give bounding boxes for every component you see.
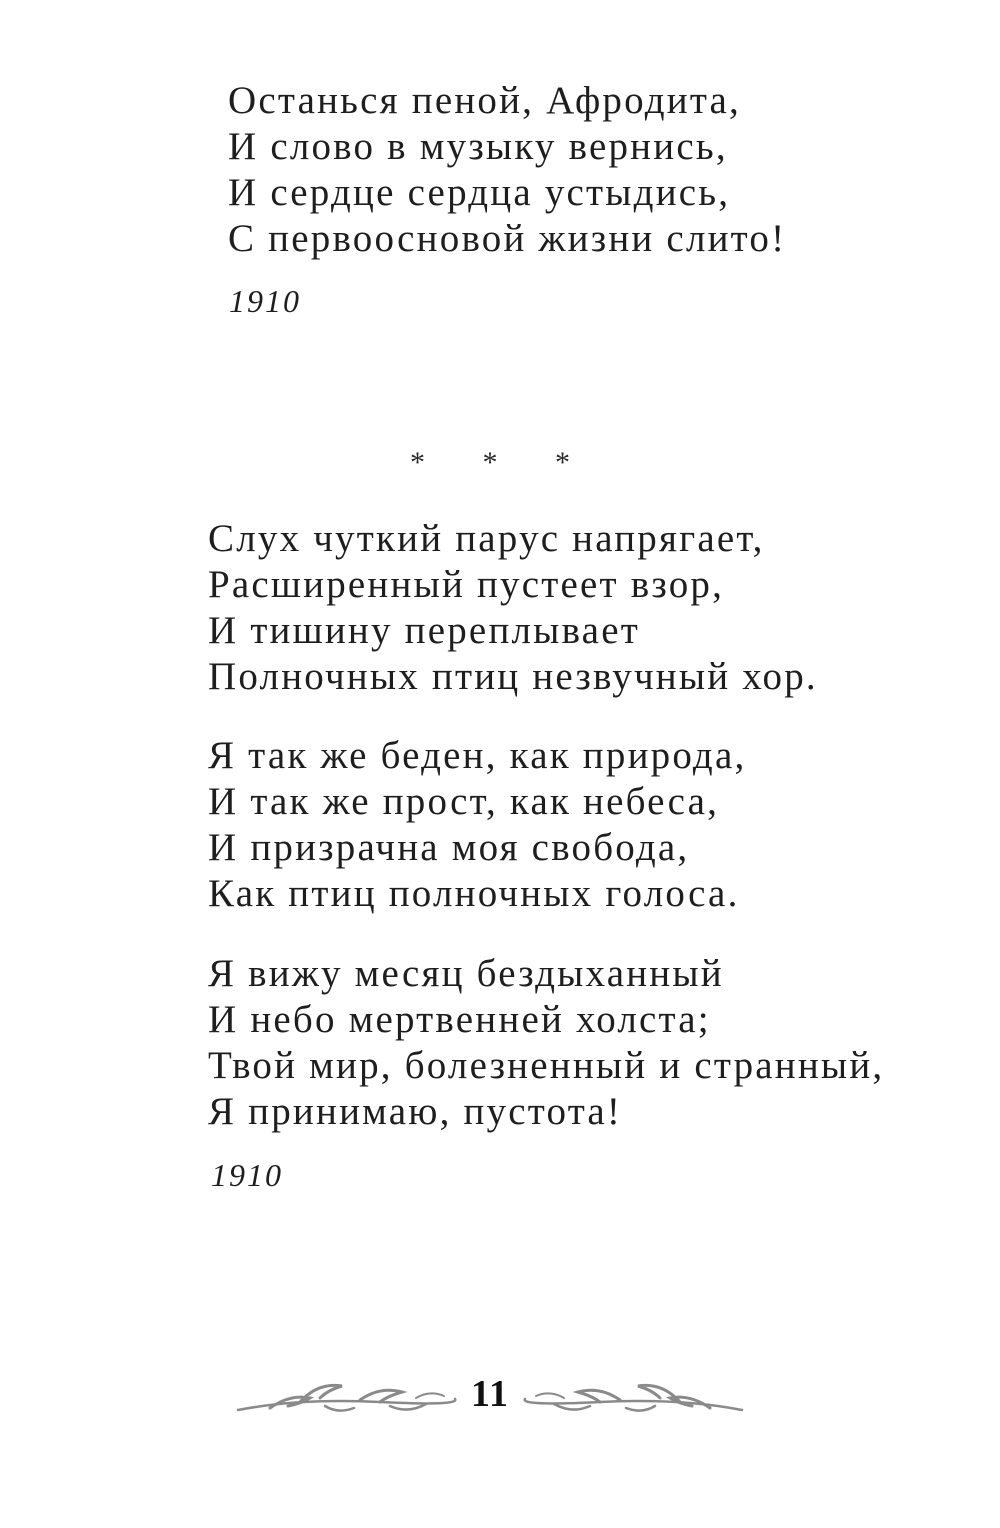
poem-1-stanza — [228, 78, 786, 262]
page-footer — [230, 1368, 750, 1424]
verse-line: Как птиц полночных голоса. — [208, 872, 740, 915]
verse-line: И так же прост, как небеса, — [208, 780, 720, 823]
verse-line: Я вижу месяц бездыханный — [208, 952, 724, 995]
asterisk: * — [482, 446, 498, 479]
poem-2-stanza-2 — [208, 733, 746, 917]
verse-line: Останься пеной, Афродита, — [228, 79, 742, 122]
page-number: 11 — [471, 1373, 509, 1415]
verse-line: И небо мертвенней холста; — [208, 998, 711, 1041]
verse-line: И слово в музыку вернись, — [228, 125, 728, 168]
verse-line: Расширенный пустеет взор, — [208, 563, 725, 606]
verse-line: Я принимаю, пустота! — [208, 1090, 623, 1133]
verse-line: Твой мир, болезненный и странный, — [208, 1044, 885, 1087]
verse-line: И сердце сердца устыдись, — [228, 171, 731, 214]
poem-2-year: 1910 — [211, 1157, 283, 1193]
verse-line: Я так же беден, как природа, — [208, 734, 747, 777]
verse-line: С первоосновой жизни слито! — [228, 217, 787, 260]
verse-line: И призрачна моя свобода, — [208, 826, 690, 869]
poem-2-stanza-1 — [208, 516, 818, 700]
asterisk: * — [410, 446, 425, 479]
poem-2-stanza-3 — [208, 951, 884, 1135]
verse-line: Полночных птиц незвучный хор. — [208, 655, 818, 698]
verse-line: Слух чуткий парус напрягает, — [208, 517, 765, 560]
asterisk: * — [555, 446, 570, 479]
verse-line: И тишину переплывает — [208, 609, 640, 652]
section-separator — [410, 446, 570, 480]
poem-1-year: 1910 — [229, 283, 301, 319]
right-flourish-ornament-icon — [520, 1368, 750, 1424]
